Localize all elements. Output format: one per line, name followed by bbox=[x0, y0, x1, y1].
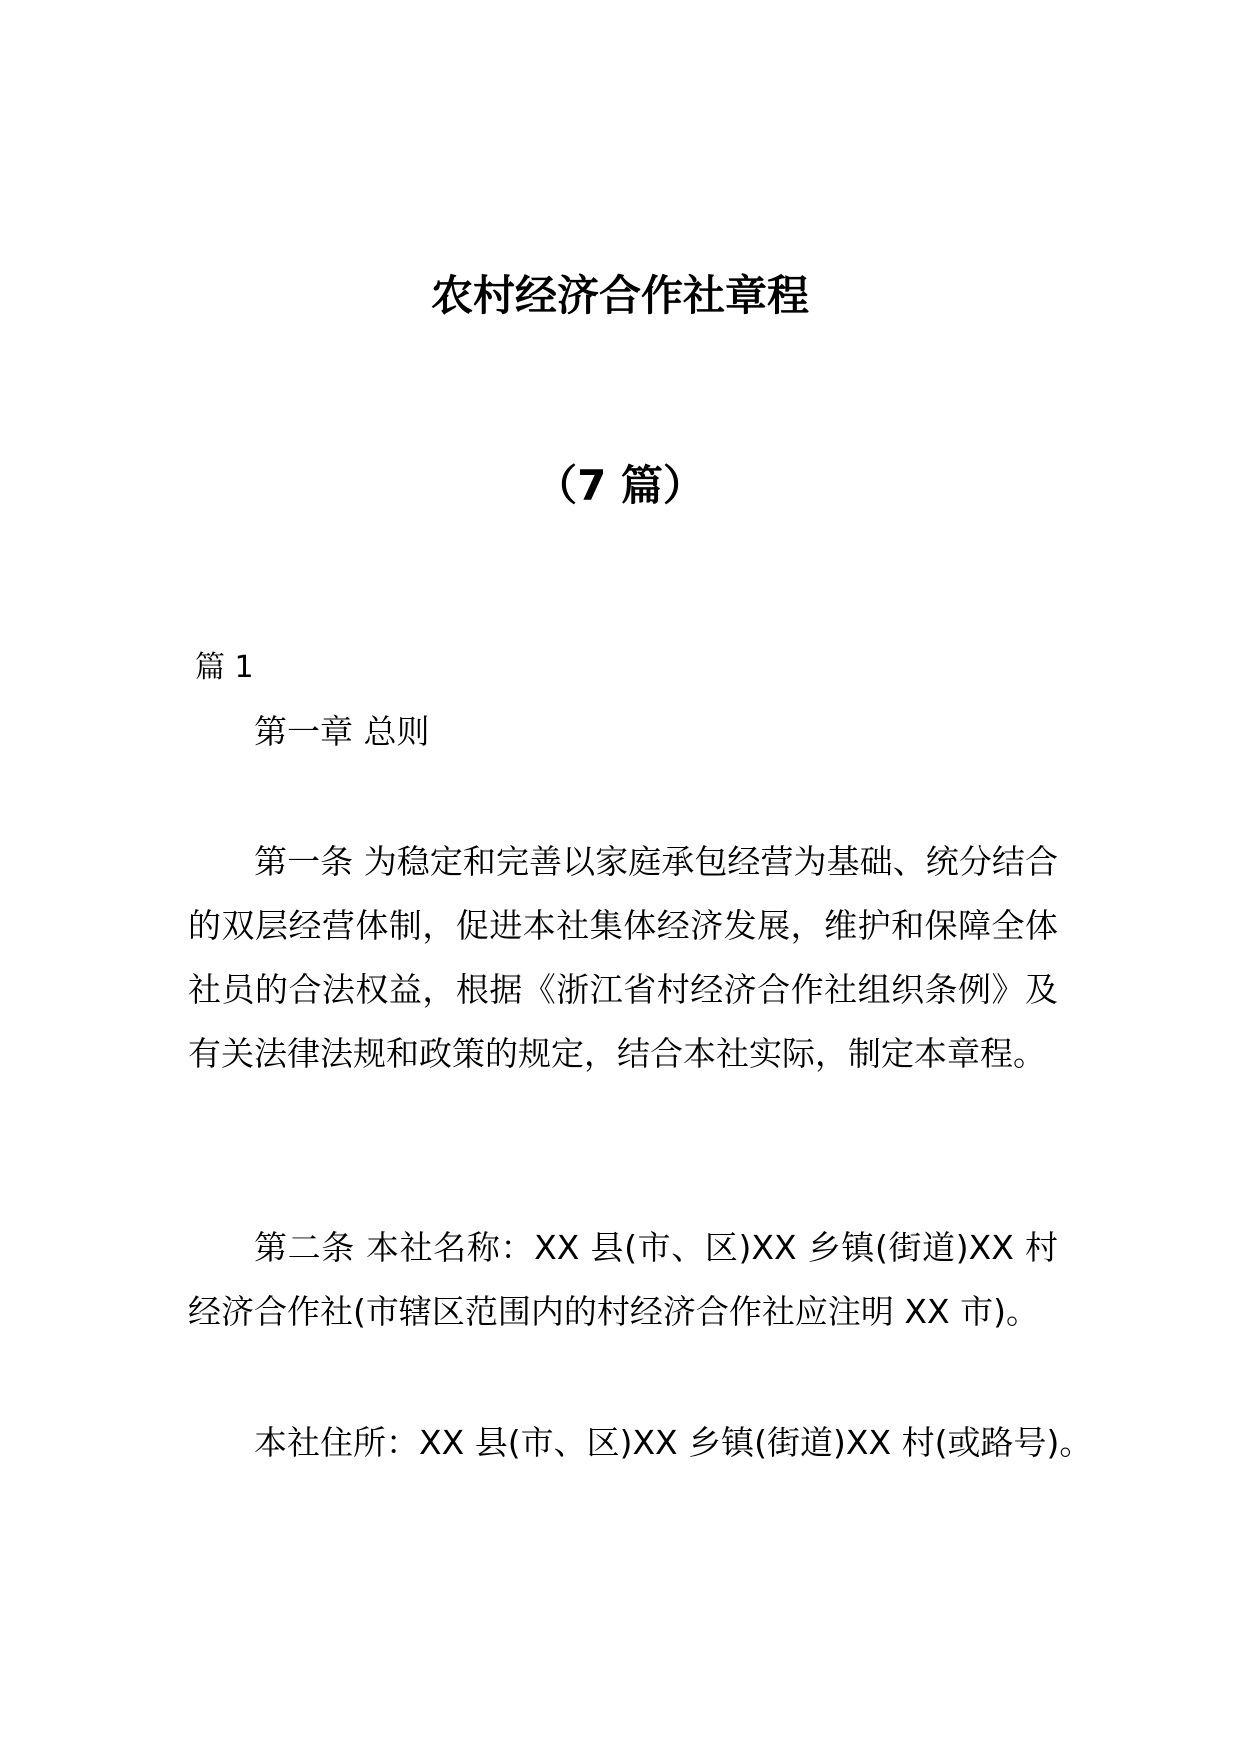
chapter-heading-block bbox=[188, 700, 1058, 764]
article-2-block bbox=[188, 1216, 1058, 1344]
address-paragraph: 本社住所：XX 县(市、区)XX 乡镇(街道)XX 村(或路号)。 bbox=[254, 1423, 1093, 1462]
address-block bbox=[188, 1411, 1093, 1475]
part-label: 篇 1 bbox=[195, 650, 254, 685]
article-1-block bbox=[188, 830, 1058, 1086]
document-subtitle: （7 篇） bbox=[535, 461, 705, 510]
chapter-heading: 第一章 总则 bbox=[254, 712, 430, 751]
document-title: 农村经济合作社章程 bbox=[430, 271, 809, 320]
article-2-paragraph: 第二条 本社名称：XX 县(市、区)XX 乡镇(街道)XX 村经济合作社(市辖区范围内的村经济合作社应注明 XX 市)。 bbox=[188, 1228, 1058, 1331]
article-1-paragraph: 第一条 为稳定和完善以家庭承包经营为基础、统分结合的双层经营体制，促进本社集体经济发展，维护和保障全体社员的合法权益，根据《浙江省村经济合作社组织条例》及有关法律法规和政策的规定，结合本社实际，制定本章程。 bbox=[188, 842, 1058, 1073]
